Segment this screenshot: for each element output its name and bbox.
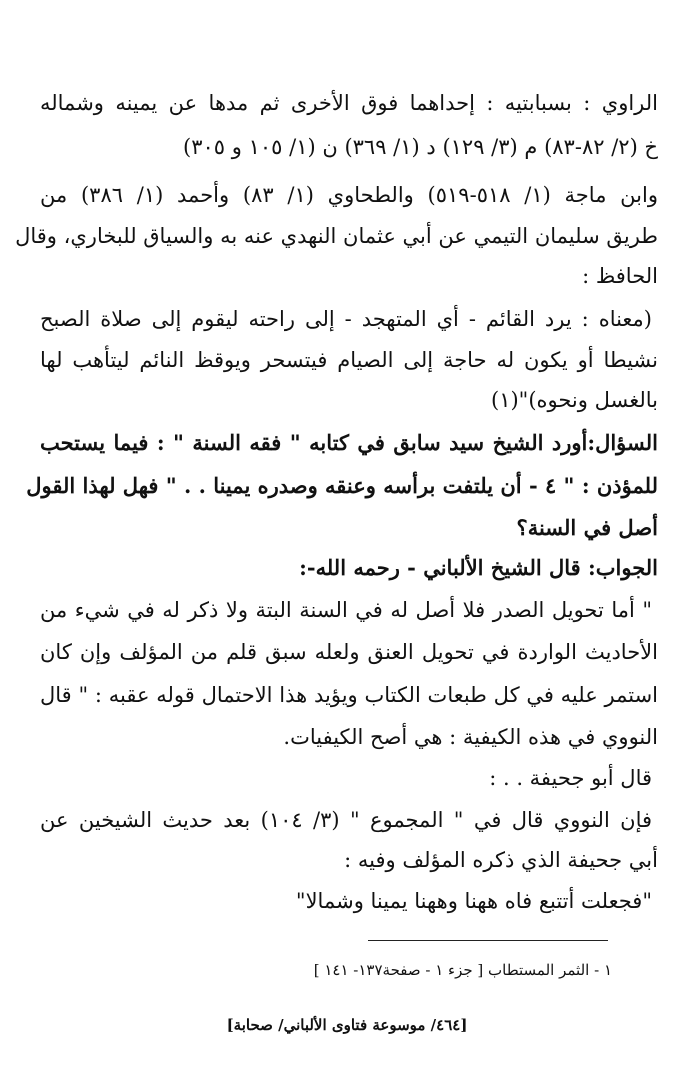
question-text-1: أورد الشيخ سيد سابق في كتابه " فقه السنة " : فيما يستحب bbox=[40, 430, 588, 455]
body-line-6: (معناه : يرد القائم - أي المتهجد - إلى راحته ليقوم إلى صلاة الصبح bbox=[40, 307, 652, 331]
answer-line-5: قال أبو جحيفة . . : bbox=[489, 766, 652, 790]
question-label: السؤال: bbox=[587, 430, 658, 455]
body-line-1: الراوي : بسبابتيه : إحداهما فوق الأخرى ثم مدها عن يمينه وشماله bbox=[40, 91, 658, 115]
body-line-4: طريق سليمان التيمي عن أبي عثمان النهدي عنه به والسياق للبخاري، وقال bbox=[15, 224, 658, 248]
answer-heading-line bbox=[40, 553, 658, 583]
footnote-separator bbox=[368, 940, 608, 941]
answer-line-8: "فجعلت أتتبع فاه ههنا وههنا يمينا وشمالا" bbox=[295, 889, 652, 913]
body-line-5: الحافظ : bbox=[582, 264, 658, 288]
question-line-3: أصل في السنة؟ bbox=[516, 515, 658, 540]
body-line-3: وابن ماجة (١/ ٥١٨-٥١٩) والطحاوي (١/ ٨٣) وأحمد (١/ ٣٨٦) من bbox=[40, 183, 658, 207]
question-line-2: للمؤذن : " ٤ - أن يلتفت برأسه وعنقه وصدره يمينا . . " فهل لهذا القول bbox=[26, 473, 658, 498]
answer-line-1: " أما تحويل الصدر فلا أصل له في السنة البتة ولا ذكر له في شيء من bbox=[40, 598, 652, 622]
body-line-7: نشيطا أو يكون له حاجة إلى الصيام فيتسحر ويوقظ النائم ليتأهب لها bbox=[40, 348, 658, 372]
answer-line-4: النووي في هذه الكيفية : هي أصح الكيفيات. bbox=[283, 725, 658, 749]
answer-heading: قال الشيخ الألباني - رحمه الله-: bbox=[299, 555, 581, 580]
answer-line-2: الأحاديث الواردة في تحويل العنق ولعله سبق قلم من المؤلف وإن كان bbox=[40, 640, 658, 664]
answer-line-7: أبي جحيفة الذي ذكره المؤلف وفيه : bbox=[344, 848, 658, 872]
answer-label: الجواب: bbox=[588, 555, 658, 580]
question-line-1 bbox=[40, 428, 658, 458]
footnote: ١ - الثمر المستطاب [ جزء ١ - صفحة١٣٧- ١٤١ ] bbox=[313, 961, 612, 979]
page-footer: [٤٦٤/ موسوعة فتاوى الألباني/ صحابة] bbox=[226, 1016, 468, 1034]
answer-line-6: فإن النووي قال في " المجموع " (٣/ ١٠٤) بعد حديث الشيخين عن bbox=[40, 808, 653, 832]
body-line-8: بالغسل ونحوه)"(١) bbox=[490, 388, 658, 412]
body-line-2: خ (٢/ ٨٢-٨٣) م (٣/ ١٢٩) د (١/ ٣٦٩) ن (١/ ١٠٥ و ٣٠٥) bbox=[183, 135, 658, 159]
answer-line-3: استمر عليه في كل طبعات الكتاب ويؤيد هذا الاحتمال قوله عقبه : " قال bbox=[40, 683, 658, 707]
